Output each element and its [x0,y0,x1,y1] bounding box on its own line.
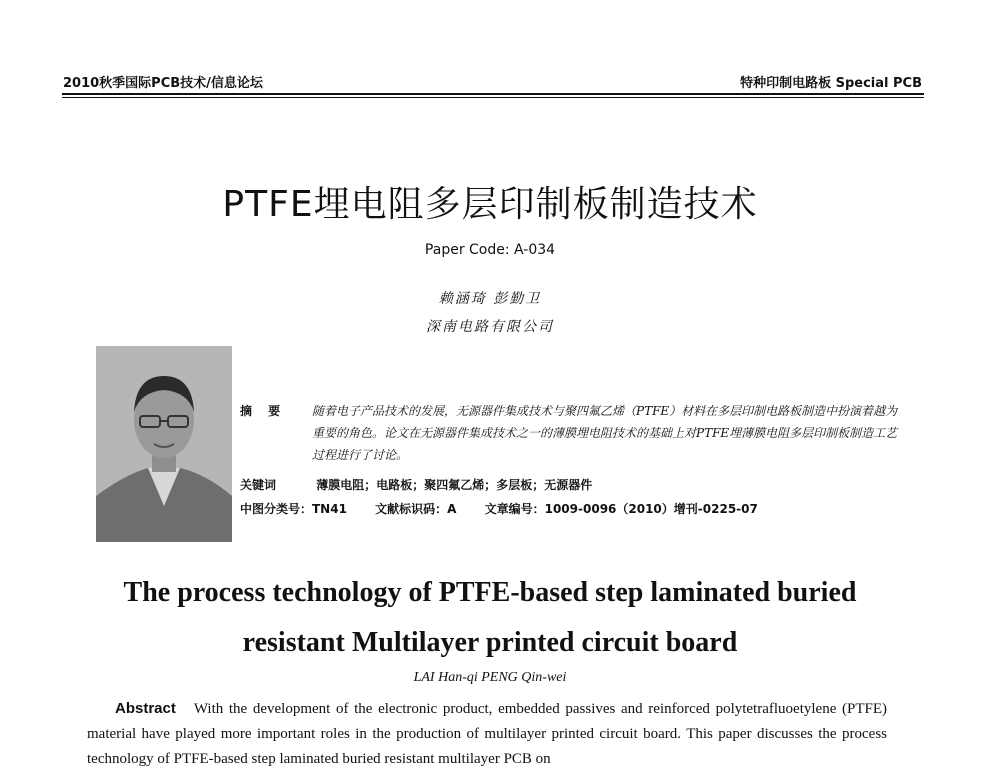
header-rule-thick [62,93,924,95]
english-authors: LAI Han-qi PENG Qin-wei [413,670,567,685]
abstract-text-cn: 随着电子产品技术的发展，无源器件集成技术与聚四氟乙烯（PTFE）材料在多层印制电路板制造中扮演着越为重要的角色。论文在无源器件集成技术之一的薄膜埋电阻技术的基础上对PTFE埋薄膜电阻多层印制板制造工艺过程进行了讨论。 [312,404,898,462]
abstract-text-en: With the development of the electronic product, embedded passives and reinforced polytetrafluoetylene (PTFE) material have played more important roles in the production of multilayer printed circuit board. This paper discusses the process technology of PTFE-based step laminated buried resistant multilayer PCB on [87,701,887,767]
article-number: 文章编号：1009-0096（2010）增刊-0225-07 [484,502,758,516]
abstract-label-en: Abstract [115,700,176,717]
running-header-left: 2010秋季国际PCB技术/信息论坛 [63,76,263,91]
english-abstract [87,696,887,772]
keywords-label: 关键词 [240,478,277,492]
chinese-title: PTFE埋电阻多层印制板制造技术 [222,184,758,225]
document-code: 文献标识码：A [375,502,457,516]
chinese-authors: 赖涵琦 彭勤卫 [438,291,542,307]
abstract-label-cn: 摘 要 [240,404,287,418]
chinese-abstract [240,400,900,466]
english-title-line-2: resistant Multilayer printed circuit board [242,627,738,658]
chinese-affiliation: 深南电路有限公司 [426,319,554,335]
author-photo [96,346,232,542]
english-title [0,568,980,668]
header-rule-thin [62,97,924,98]
english-title-line-1: The process technology of PTFE-based step laminated buried [123,577,857,608]
keywords-text: 薄膜电阻；电路板；聚四氟乙烯；多层板；无源器件 [316,478,593,492]
classification-row [240,500,782,517]
running-header-right: 特种印制电路板 Special PCB [740,76,922,91]
keywords-row [240,476,592,493]
paper-code: Paper Code: A-034 [424,242,556,258]
clc-number: 中图分类号：TN41 [240,502,347,516]
